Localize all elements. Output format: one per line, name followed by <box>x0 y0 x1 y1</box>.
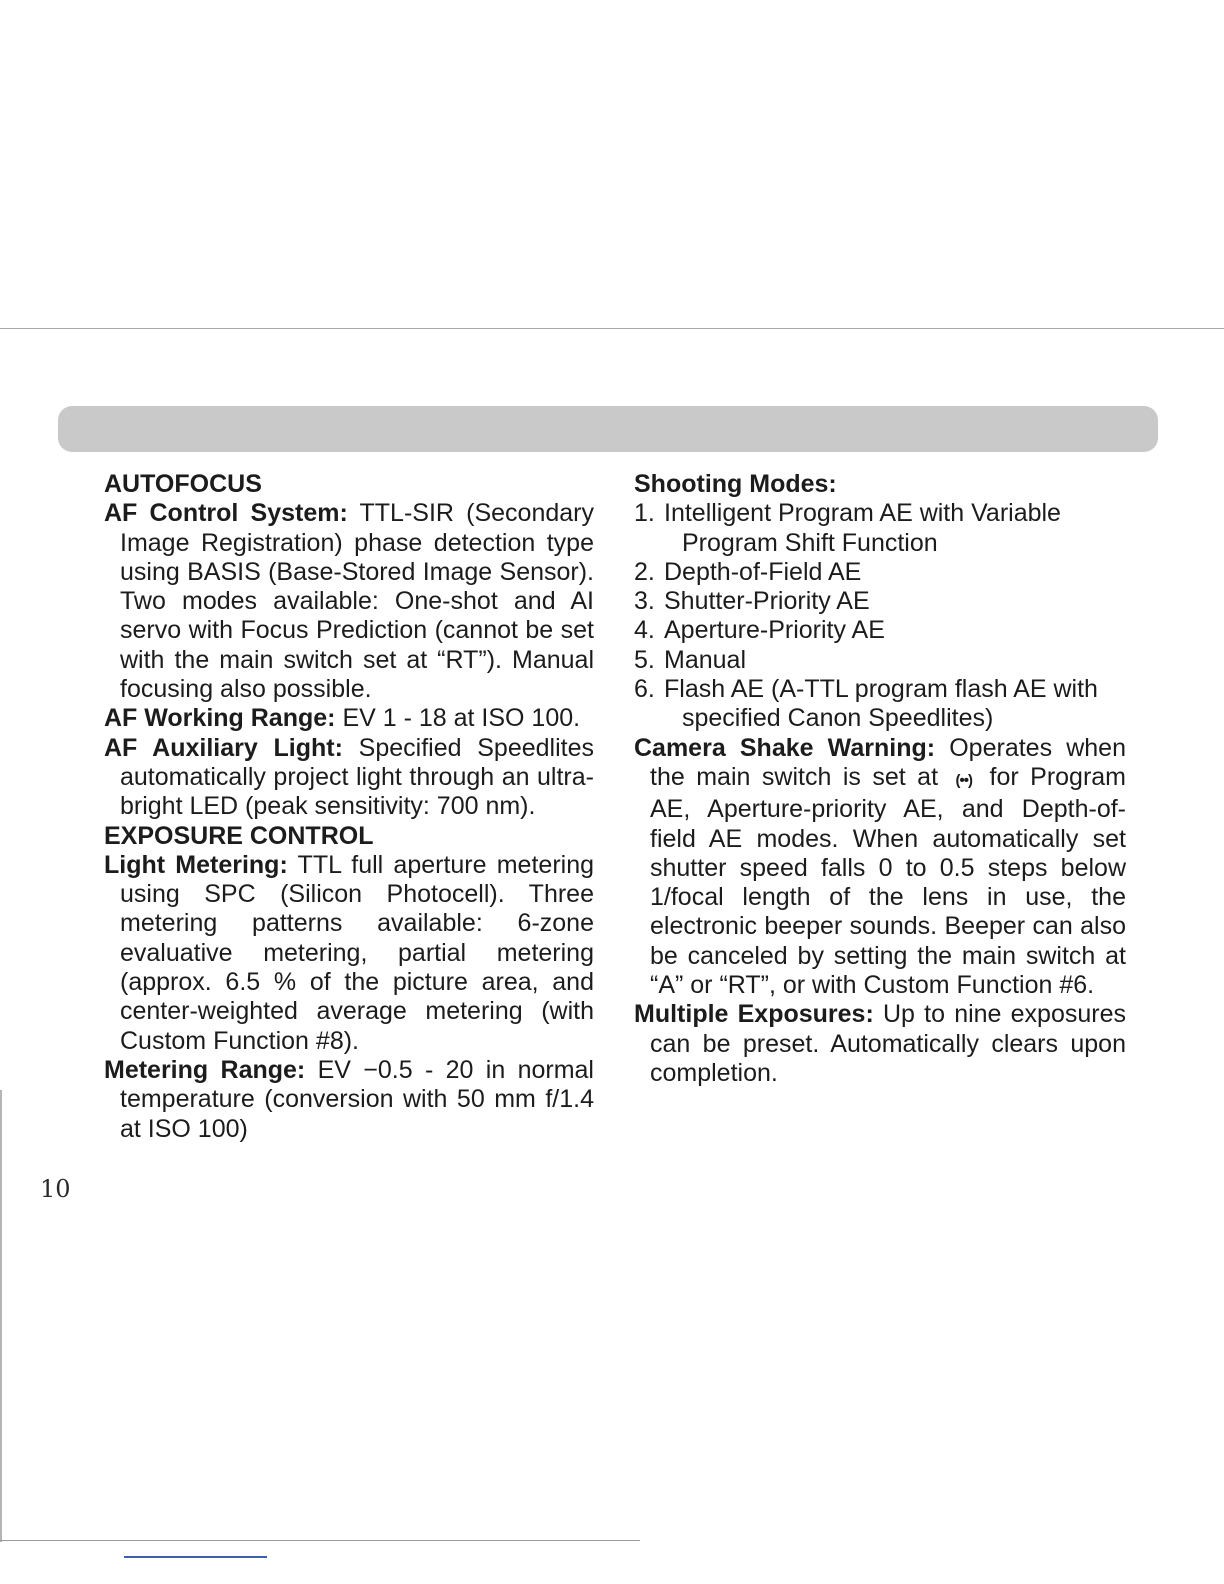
af-control-label: AF Control System: <box>104 499 348 528</box>
list-text: Flash AE (A-TTL program flash AE with specified Canon Speedlites) <box>664 675 1098 733</box>
af-control-text: TTL-SIR (Secondary Image Registration) phase detection type using BASIS (Base-Stored Image Sensor). Two modes available: One-shot and AI servo with Focus Prediction (cannot be set with the main switch set at “RT”). Manual focusing also possible. <box>120 499 594 704</box>
list-text: Depth-of-Field AE <box>664 557 862 586</box>
af-working-text: EV 1 - 18 at ISO 100. <box>342 704 581 733</box>
list-text: Shutter-Priority AE <box>664 587 870 616</box>
autofocus-heading: AUTOFOCUS <box>104 470 262 498</box>
list-item <box>634 675 1126 734</box>
camera-shake-text-2: for Program AE, Aperture-priority AE, and Depth-of-field AE modes. When automatically set shutter speed falls 0 to 0.5 steps below 1/focal length of the lens in use, the electronic beeper sounds. Beeper can also be canceled by setting the main switch at “A” or “RT”, or with Custom Function #6. <box>650 762 1127 1000</box>
af-working-entry <box>104 704 594 733</box>
camera-shake-text-1: Operates when the main switch is set at <box>650 733 1126 791</box>
list-number: 4. <box>634 616 655 645</box>
left-column <box>104 470 594 1144</box>
list-item <box>634 587 1126 616</box>
beeper-icon: (••) <box>955 771 973 789</box>
shooting-modes-heading: Shooting Modes: <box>634 470 837 498</box>
section-header-bar <box>58 406 1158 452</box>
light-metering-entry <box>104 851 594 1056</box>
list-item <box>634 616 1126 645</box>
right-column <box>634 470 1126 1088</box>
af-working-label: AF Working Range: <box>104 704 336 733</box>
list-text: Manual <box>664 645 746 674</box>
af-aux-label: AF Auxiliary Light: <box>104 733 343 762</box>
multiple-exposures-label: Multiple Exposures: <box>634 1000 874 1029</box>
list-number: 1. <box>634 499 655 528</box>
multiple-exposures-entry <box>634 1000 1126 1088</box>
list-text: Aperture-Priority AE <box>664 616 885 645</box>
list-number: 3. <box>634 587 655 616</box>
list-number: 2. <box>634 557 655 586</box>
light-metering-text: TTL full aperture metering using SPC (Silicon Photocell). Three metering patterns available: 6-zone evaluative metering, partial metering (approx. 6.5 % of the picture area, and center-weighted average metering (with Custom Function #8). <box>120 850 595 1055</box>
top-rule <box>0 328 1224 329</box>
camera-shake-label: Camera Shake Warning: <box>634 733 936 762</box>
left-edge-rule <box>0 1090 2 1542</box>
list-item <box>634 558 1126 587</box>
metering-range-text: EV −0.5 - 20 in normal temperature (conversion with 50 mm f/1.4 at ISO 100) <box>120 1055 594 1143</box>
list-text: Intelligent Program AE with Variable Program Shift Function <box>664 499 1061 557</box>
page-number: 10 <box>40 1175 71 1203</box>
af-aux-text: Specified Speedlites automatically project light through an ultra-bright LED (peak sensitivity: 700 nm). <box>120 733 594 821</box>
list-item <box>634 499 1126 558</box>
exposure-heading: EXPOSURE CONTROL <box>104 821 374 850</box>
list-number: 6. <box>634 675 655 704</box>
multiple-exposures-text: Up to nine exposures can be preset. Automatically clears upon completion. <box>650 1000 1126 1087</box>
metering-range-entry <box>104 1056 594 1144</box>
bottom-rule <box>0 1540 640 1541</box>
camera-shake-entry <box>634 734 1126 1001</box>
af-control-entry <box>104 499 594 704</box>
af-aux-entry <box>104 734 594 822</box>
metering-range-label: Metering Range: <box>104 1055 306 1084</box>
list-item <box>634 646 1126 675</box>
list-number: 5. <box>634 645 655 674</box>
underline-mark <box>124 1556 267 1558</box>
light-metering-label: Light Metering: <box>104 850 288 879</box>
